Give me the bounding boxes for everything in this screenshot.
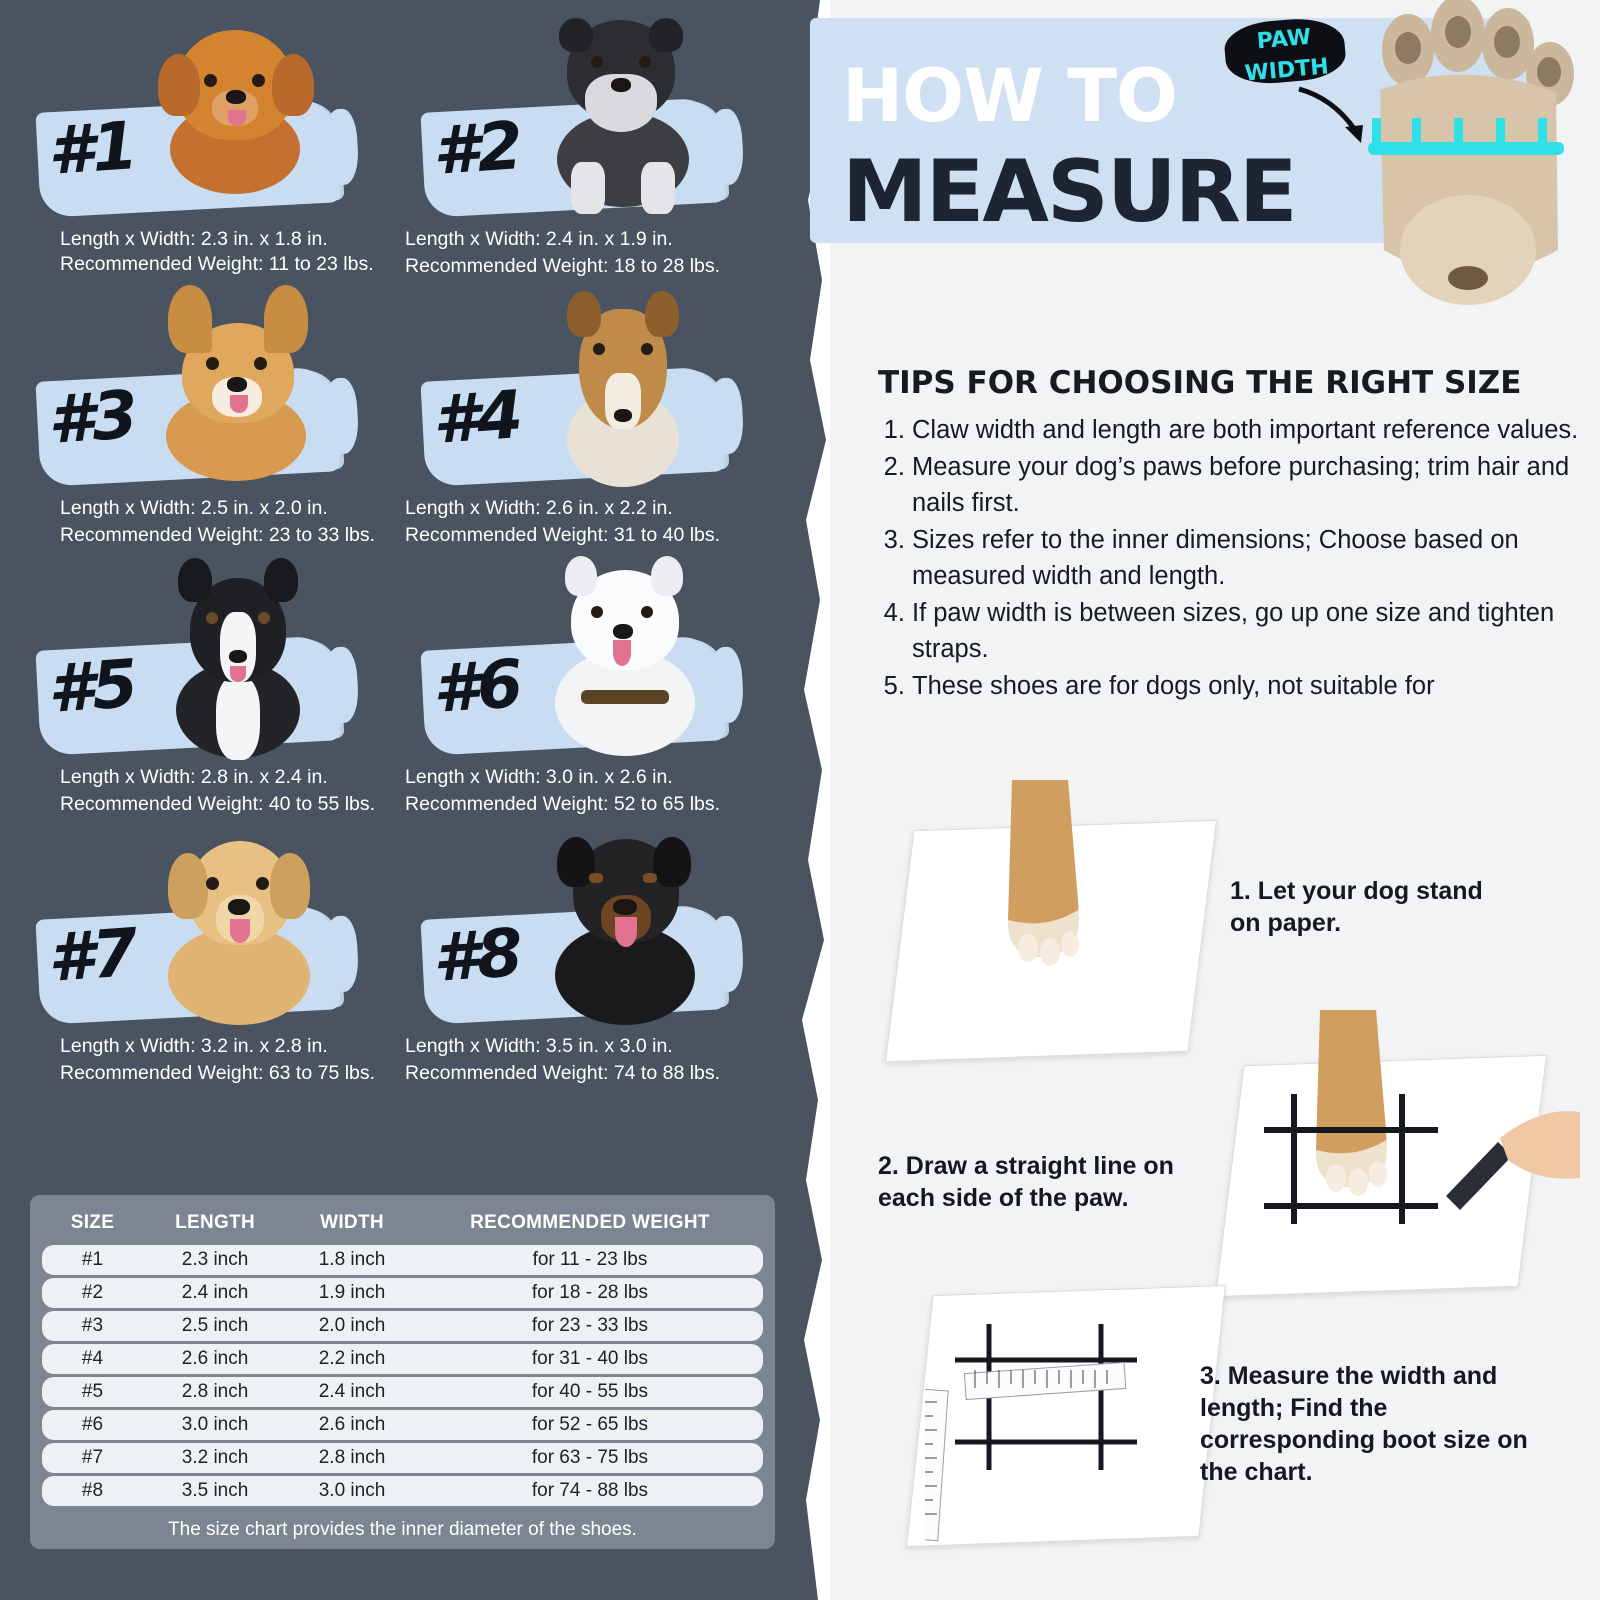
size-chart-table: [30, 1195, 775, 1549]
cell-width: 2.0 inch: [287, 1311, 417, 1341]
paw-badge-line1: PAW: [1255, 24, 1313, 55]
dog-art-4: [405, 279, 790, 494]
dog-photo-golden-retriever: [130, 819, 345, 1024]
size-number-3: #3: [45, 376, 139, 459]
cell-weight: for 18 - 28 lbs: [417, 1278, 763, 1308]
dog-cell-5: [20, 548, 405, 817]
dog-photo-corgi: [130, 281, 345, 486]
cell-width: 3.0 inch: [287, 1476, 417, 1506]
cell-size: #1: [42, 1245, 143, 1275]
dog-photo-samoyed: [515, 550, 730, 755]
dog-row: [20, 279, 810, 548]
title-measure: MEASURE: [842, 142, 1296, 242]
cell-weight: for 23 - 33 lbs: [417, 1311, 763, 1341]
cell-size: #3: [42, 1311, 143, 1341]
tips-list: [878, 412, 1600, 705]
size-number-6: #6: [430, 645, 524, 728]
dog-row: [20, 548, 810, 817]
cell-length: 3.0 inch: [143, 1410, 287, 1440]
cell-length: 2.8 inch: [143, 1377, 287, 1407]
tip-item: 4. If paw width is between sizes, go up one size and tighten straps.: [912, 595, 1600, 667]
size-number-8: #8: [430, 914, 524, 997]
cell-width: 2.4 inch: [287, 1377, 417, 1407]
cell-weight: for 31 - 40 lbs: [417, 1344, 763, 1374]
cell-length: 3.2 inch: [143, 1443, 287, 1473]
cell-weight: for 52 - 65 lbs: [417, 1410, 763, 1440]
ruler-measure-illustration: [925, 1290, 1225, 1550]
dog-dimensions-6: Length x Width: 3.0 in. x 2.6 in.: [405, 766, 673, 788]
cell-size: #7: [42, 1443, 143, 1473]
size-number-1: #1: [45, 107, 139, 190]
title-how-to: HOW TO: [842, 54, 1177, 139]
arrow-icon: [1295, 85, 1375, 155]
dog-weight-2: Recommended Weight: 18 to 28 lbs.: [405, 255, 721, 277]
dog-dimensions-8: Length x Width: 3.5 in. x 3.0 in.: [405, 1035, 673, 1057]
dog-art-1: [20, 10, 405, 225]
dog-weight-6: Recommended Weight: 52 to 65 lbs.: [405, 793, 721, 815]
dog-weight-7: Recommended Weight: 63 to 75 lbs.: [60, 1062, 376, 1084]
table-row: [42, 1443, 763, 1473]
cell-weight: for 74 - 88 lbs: [417, 1476, 763, 1506]
cell-size: #4: [42, 1344, 143, 1374]
dog-art-5: [20, 548, 405, 763]
tip-item: 5. These shoes are for dogs only, not suitable for: [912, 668, 1600, 704]
dog-dimensions-2: Length x Width: 2.4 in. x 1.9 in.: [405, 228, 673, 250]
cell-length: 2.4 inch: [143, 1278, 287, 1308]
draw-line-illustration: [1250, 1010, 1580, 1310]
cell-width: 2.6 inch: [287, 1410, 417, 1440]
right-panel: [830, 0, 1600, 1600]
dog-art-7: [20, 817, 405, 1032]
dog-dimensions-5: Length x Width: 2.8 in. x 2.4 in.: [60, 766, 328, 788]
cell-length: 2.5 inch: [143, 1311, 287, 1341]
th-weight: RECOMMENDED WEIGHT: [470, 1212, 710, 1233]
dog-weight-5: Recommended Weight: 40 to 55 lbs.: [60, 793, 376, 815]
dog-cell-8: [405, 817, 790, 1086]
paw-photo: [1350, 0, 1590, 340]
cell-width: 2.2 inch: [287, 1344, 417, 1374]
dog-row: [20, 10, 810, 279]
dog-row: [20, 817, 810, 1086]
paw-on-paper-illustration: [950, 780, 1150, 1010]
cell-weight: for 11 - 23 lbs: [417, 1245, 763, 1275]
paw-width-badge: [1223, 15, 1348, 87]
dog-dimensions-3: Length x Width: 2.5 in. x 2.0 in.: [60, 497, 328, 519]
dog-cell-1: [20, 10, 405, 279]
tip-item: 2. Measure your dog’s paws before purchasing; trim hair and nails first.: [912, 449, 1600, 521]
size-table: [42, 1205, 763, 1509]
cell-length: 3.5 inch: [143, 1476, 287, 1506]
dog-art-8: [405, 817, 790, 1032]
step-3-label: 3. Measure the width and length; Find the corresponding boot size on the chart.: [1200, 1362, 1528, 1486]
dog-cell-2: [405, 10, 790, 279]
table-row: [42, 1377, 763, 1407]
dog-photo-collie: [515, 281, 730, 486]
cell-size: #2: [42, 1278, 143, 1308]
tip-item: 3. Sizes refer to the inner dimensions; Choose based on measured width and length.: [912, 522, 1600, 594]
dog-art-6: [405, 548, 790, 763]
table-row: [42, 1410, 763, 1440]
dog-art-3: [20, 279, 405, 494]
table-header-row: [42, 1208, 763, 1242]
dog-weight-4: Recommended Weight: 31 to 40 lbs.: [405, 524, 721, 546]
size-number-2: #2: [430, 107, 524, 190]
dog-art-2: [405, 10, 790, 225]
tips-title: TIPS FOR CHOOSING THE RIGHT SIZE: [878, 365, 1522, 401]
paw-illustration: [1350, 0, 1590, 340]
th-width: WIDTH: [320, 1212, 384, 1233]
dog-cell-4: [405, 279, 790, 548]
table-row: [42, 1344, 763, 1374]
cell-width: 1.9 inch: [287, 1278, 417, 1308]
table-row: [42, 1476, 763, 1506]
dog-photo-rottweiler: [515, 819, 730, 1024]
tip-item: 1. Claw width and length are both important reference values.: [912, 412, 1600, 448]
table-note: The size chart provides the inner diameter of the shoes.: [168, 1519, 637, 1540]
size-number-4: #4: [430, 376, 524, 459]
table-row: [42, 1278, 763, 1308]
dog-dimensions-7: Length x Width: 3.2 in. x 2.8 in.: [60, 1035, 328, 1057]
th-length: LENGTH: [175, 1212, 255, 1233]
table-row: [42, 1311, 763, 1341]
th-size: SIZE: [70, 1212, 115, 1233]
cell-weight: for 63 - 75 lbs: [417, 1443, 763, 1473]
paw-badge-line2: WIDTH: [1243, 54, 1330, 87]
dog-dimensions-4: Length x Width: 2.6 in. x 2.2 in.: [405, 497, 673, 519]
dog-weight-8: Recommended Weight: 74 to 88 lbs.: [405, 1062, 721, 1084]
cell-width: 1.8 inch: [287, 1245, 417, 1275]
dog-photo-schnauzer: [515, 12, 730, 217]
dog-cell-6: [405, 548, 790, 817]
cell-length: 2.3 inch: [143, 1245, 287, 1275]
dog-photo-border-collie: [130, 550, 345, 755]
step-1-label: 1. Let your dog stand on paper.: [1230, 877, 1483, 937]
table-row: [42, 1245, 763, 1275]
dog-dimensions-1: Length x Width: 2.3 in. x 1.8 in.: [60, 228, 328, 250]
dog-weight-3: Recommended Weight: 23 to 33 lbs.: [60, 524, 376, 546]
cell-width: 2.8 inch: [287, 1443, 417, 1473]
dog-size-grid: [20, 10, 810, 1086]
cell-length: 2.6 inch: [143, 1344, 287, 1374]
dog-cell-3: [20, 279, 405, 548]
cell-size: #5: [42, 1377, 143, 1407]
cell-size: #6: [42, 1410, 143, 1440]
dog-weight-1: Recommended Weight: 11 to 23 lbs.: [60, 253, 374, 275]
dog-cell-7: [20, 817, 405, 1086]
cell-size: #8: [42, 1476, 143, 1506]
size-number-7: #7: [45, 914, 139, 997]
cell-weight: for 40 - 55 lbs: [417, 1377, 763, 1407]
dog-photo-toy-poodle: [130, 12, 345, 217]
step-2-label: 2. Draw a straight line on each side of the paw.: [878, 1152, 1174, 1212]
size-number-5: #5: [45, 645, 139, 728]
